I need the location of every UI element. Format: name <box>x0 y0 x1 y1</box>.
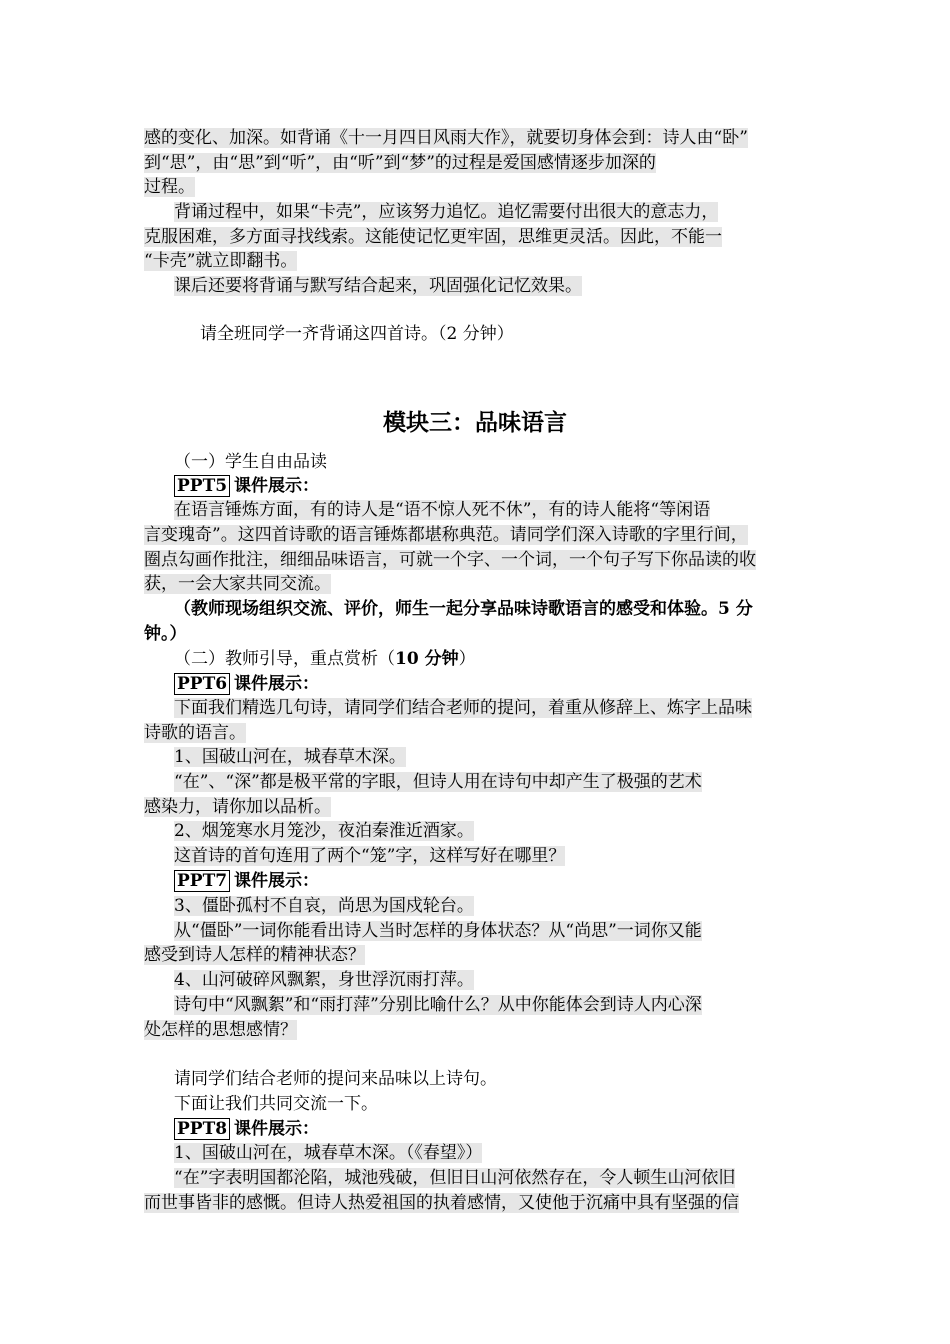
text-line: 请同学们结合老师的提问来品味以上诗句。 <box>174 1069 497 1089</box>
text-line: 1、国破山河在，城春草木深。（《春望》） <box>174 1143 483 1163</box>
text-line: “在”字表明国都沦陷，城池残破，但旧日山河依然存在，令人顿生山河依旧 <box>174 1168 736 1188</box>
ppt-label: PPT5 课件展示： <box>174 475 319 498</box>
text-line: “在”、“深”都是极平常的字眼，但诗人用在诗句中却产生了极强的艺术 <box>174 772 702 792</box>
module-title: 模块三：品味语言 <box>383 409 567 436</box>
text-line: 感染力，请你加以品析。 <box>144 797 331 817</box>
text-line: 请全班同学一齐背诵这四首诗。（2 分钟） <box>200 324 514 344</box>
text-line: 获，一会大家共同交流。 <box>144 574 331 594</box>
ppt-tag: PPT6 <box>174 673 230 695</box>
text-line: 诗句中“风飘絮”和“雨打萍”分别比喻什么？从中你能体会到诗人内心深 <box>174 995 702 1015</box>
text-line: 从“僵卧”一词你能看出诗人当时怎样的身体状态？从“尚思”一词你又能 <box>174 921 702 941</box>
text-line: 3、僵卧孤村不自哀，尚思为国戍轮台。 <box>174 896 474 916</box>
text-line: 感受到诗人怎样的精神状态？ <box>144 945 365 965</box>
text-line: 诗歌的语言。 <box>144 723 246 743</box>
text-line: 圈点勾画作批注，细细品味语言，可就一个字、一个词，一个句子写下你品读的收 <box>144 550 756 570</box>
text-line: 这首诗的首句连用了两个“笼”字，这样写好在哪里？ <box>174 846 566 866</box>
section-heading: （二）教师引导，重点赏析（10 分钟） <box>174 649 476 669</box>
text-line: 在语言锤炼方面，有的诗人是“语不惊人死不休”，有的诗人能将“等闲语 <box>174 500 711 520</box>
ppt-label: PPT6 课件展示： <box>174 673 319 696</box>
text-line: 背诵过程中，如果“卡壳”，应该努力追忆。追忆需要付出很大的意志力， <box>174 202 719 222</box>
text-line: （教师现场组织交流、评价，师生一起分享品味诗歌语言的感受和体验。5 分 <box>174 599 753 619</box>
text-line: 克服困难，多方面寻找线索。这能使记忆更牢固，思维更灵活。因此，不能一 <box>144 227 722 247</box>
text-line: 钟。） <box>144 624 187 644</box>
text-line: 1、国破山河在，城春草木深。 <box>174 747 406 767</box>
text-line: 2、烟笼寒水月笼沙，夜泊秦淮近酒家。 <box>174 821 474 841</box>
text-line: 下面我们精选几句诗，请同学们结合老师的提问，着重从修辞上、炼字上品味 <box>174 698 752 718</box>
text-line: 感的变化、加深。如背诵《十一月四日风雨大作》，就要切身体会到：诗人由“卧” <box>144 128 748 148</box>
ppt-tag: PPT5 <box>174 475 230 497</box>
text-line: 课后还要将背诵与默写结合起来，巩固强化记忆效果。 <box>174 276 582 296</box>
ppt-label: PPT8 课件展示： <box>174 1118 319 1141</box>
text-line: 言变瑰奇”。这四首诗歌的语言锤炼都堪称典范。请同学们深入诗歌的字里行间， <box>144 525 748 545</box>
ppt-tag: PPT7 <box>174 870 230 892</box>
section-heading: （一）学生自由品读 <box>174 452 327 472</box>
text-line: 处怎样的思想感情？ <box>144 1020 297 1040</box>
text-line: 到“思”，由“思”到“听”，由“听”到“梦”的过程是爱国感情逐步加深的 <box>144 153 656 173</box>
text-line: 下面让我们共同交流一下。 <box>174 1094 378 1114</box>
text-line: 4、山河破碎风飘絮，身世浮沉雨打萍。 <box>174 970 474 990</box>
text-line: 而世事皆非的感慨。但诗人热爱祖国的执着感情，又使他于沉痛中具有坚强的信 <box>144 1193 739 1213</box>
ppt-label: PPT7 课件展示： <box>174 870 319 893</box>
text-line: 过程。 <box>144 177 195 197</box>
ppt-tag: PPT8 <box>174 1118 230 1140</box>
text-line: “卡壳”就立即翻书。 <box>144 251 298 271</box>
